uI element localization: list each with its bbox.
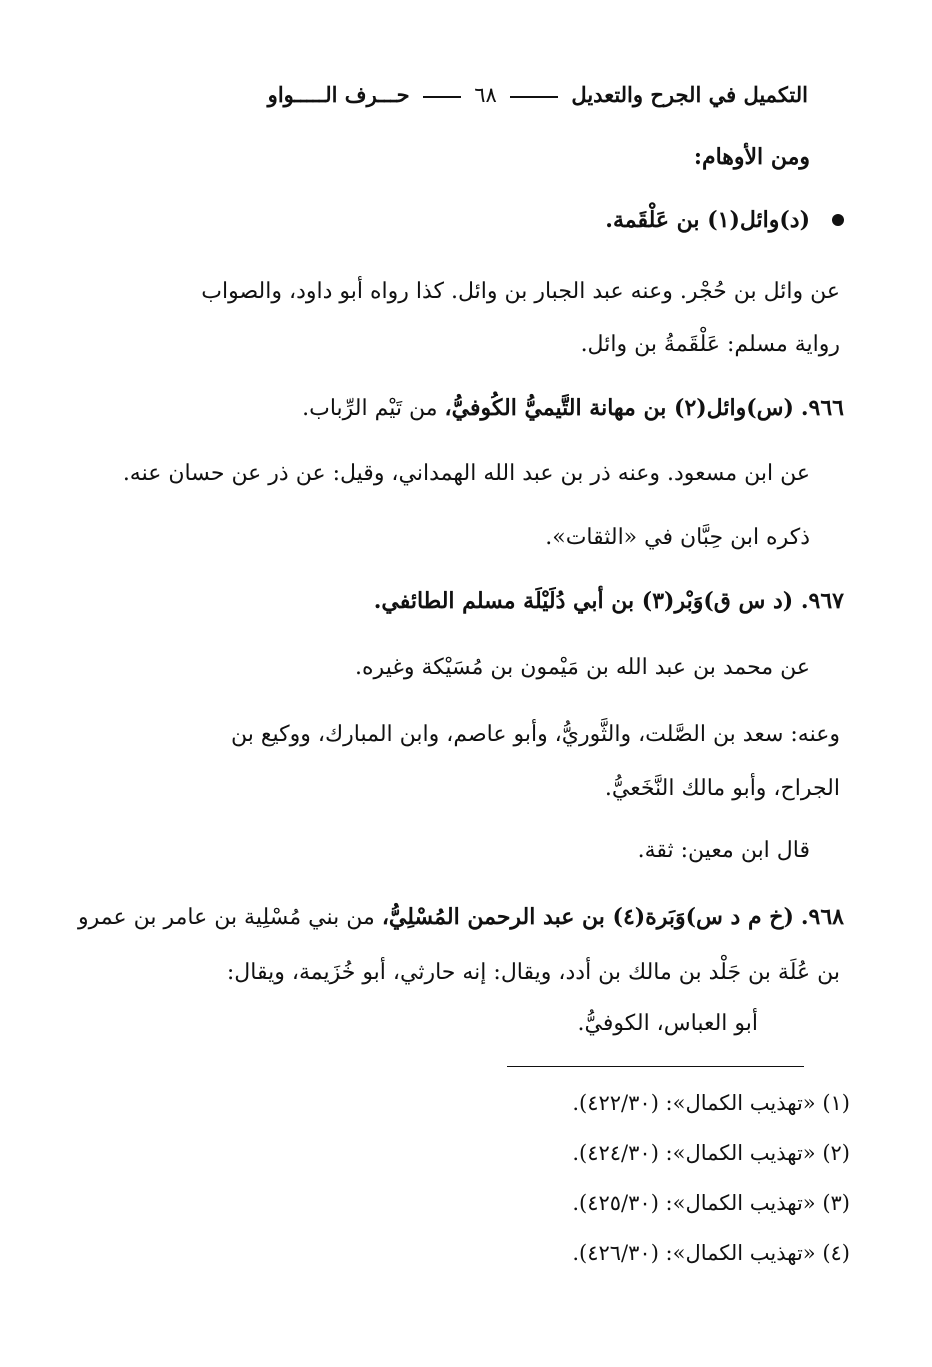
entry-text-line: أبو العباس، الكوفيُّ. — [577, 1011, 758, 1036]
header-book-title: التكميل في الجرح والتعديل — [571, 82, 808, 107]
entry-text-line: ذكره ابن حِبَّان في «الثقات». — [545, 525, 810, 550]
entry-title-968 — [78, 900, 844, 935]
entry-number: ٩٦٧. — [800, 588, 844, 614]
entry-text-line: عن وائل بن حُجْر. وعنه عبد الجبار بن وائل. كذا رواه أبو داود، والصواب — [201, 279, 840, 304]
entry-title-rest: من تَيْم الرِّباب. — [302, 396, 438, 421]
section-heading: ومن الأوهام: — [693, 144, 810, 170]
entry-title — [605, 203, 810, 237]
header-letter: حـــرف الـــــواو — [267, 82, 410, 107]
entry-text-line: عن ابن مسعود. وعنه ذر بن عبد الله الهمداني، وقيل: عن ذر عن حسان عنه. — [122, 461, 810, 486]
footnote-separator — [507, 1066, 804, 1067]
entry-text-line: رواية مسلم: عَلْقَمةُ بن وائل. — [580, 332, 840, 357]
footnote: (٢) «تهذيب الكمال»: (٤٢٤/٣٠). — [572, 1141, 850, 1165]
footnote: (١) «تهذيب الكمال»: (٤٢٢/٣٠). — [572, 1091, 850, 1115]
entry-sigla: (د) — [779, 207, 810, 233]
entry-text-line: عن محمد بن عبد الله بن مَيْمون بن مُسَيْكة وغيره. — [355, 655, 810, 680]
entry-title-967 — [374, 584, 844, 618]
footnote: (٣) «تهذيب الكمال»: (٤٢٥/٣٠). — [572, 1191, 850, 1215]
header-page-number: ٦٨ — [474, 83, 497, 107]
entry-name: (س)وائل(٢) بن مهانة التَّيميُّ الكُوفيُّ، — [444, 395, 794, 421]
footnote: (٤) «تهذيب الكمال»: (٤٢٦/٣٠). — [572, 1241, 850, 1265]
entry-name: (د س ق)وَبْر(٣) بن أبي دُلَيْلَة مسلم الطائفي. — [373, 588, 794, 614]
entry-text-line: وعنه: سعد بن الصَّلت، والثَّوريُّ، وأبو عاصم، وابن المبارك، ووكيع بن — [230, 722, 840, 747]
header-dash — [510, 96, 558, 98]
entry-text-line: الجراح، وأبو مالك النَّخَعيُّ. — [604, 776, 840, 801]
entry-number: ٩٦٨. — [800, 904, 844, 930]
entry-text-line: بن عُلَة بن جَلْد بن مالك بن أدد، ويقال: إنه حارثي، أبو خُزَيمة، ويقال: — [226, 960, 840, 985]
entry-text-line: قال ابن معين: ثقة. — [637, 838, 810, 863]
entry-number: ٩٦٦. — [800, 395, 844, 421]
entry-title-966 — [302, 391, 844, 426]
header-dash — [423, 96, 461, 98]
entry-name: (خ م د س)وَبَرة(٤) بن عبد الرحمن المُسْلِيُّ، — [381, 904, 794, 930]
bullet-icon — [832, 214, 844, 226]
entry-title-rest: من بني مُسْلِية بن عامر بن عمرو — [77, 905, 375, 930]
running-header — [268, 78, 808, 112]
entry-name: وائل(١) بن عَلْقَمة. — [605, 207, 780, 233]
